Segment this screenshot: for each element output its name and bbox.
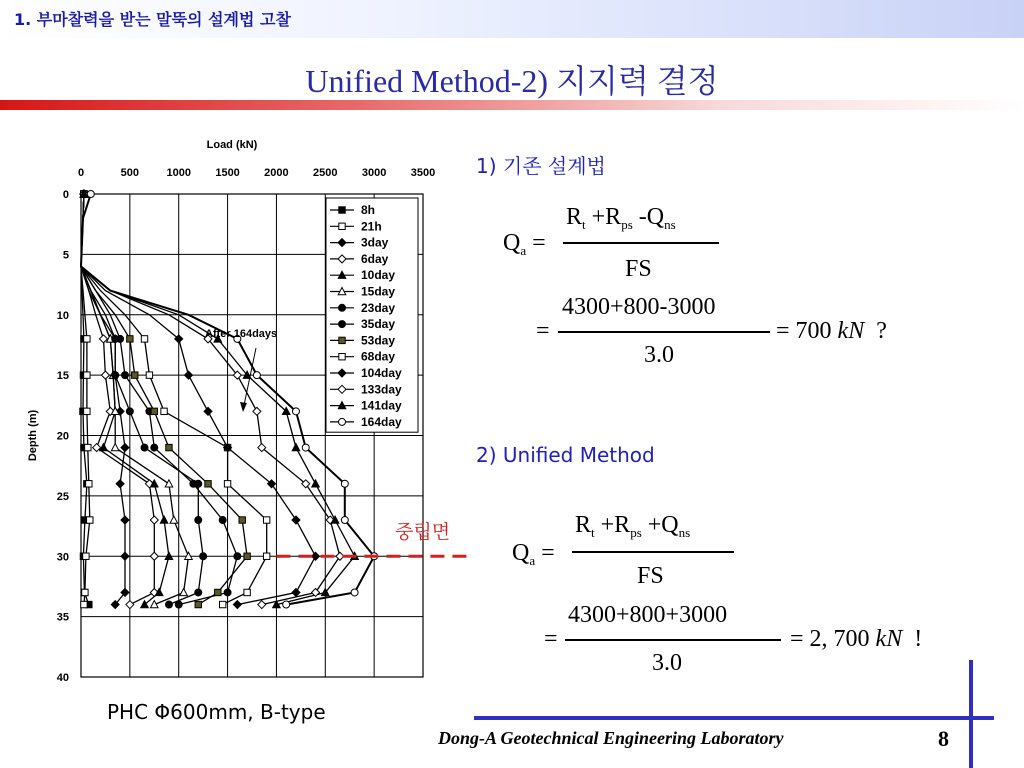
method2-formula-bar (572, 551, 734, 553)
marker-triangle (165, 480, 173, 487)
marker-square (127, 336, 133, 342)
marker-diamond (121, 444, 129, 452)
qa-subscript: a (529, 553, 536, 568)
marker-circle (351, 589, 358, 596)
method1-calc-bar (558, 331, 770, 333)
x-axis-label: Load (kN) (206, 139, 258, 151)
marker-square (339, 223, 345, 229)
marker-square (82, 589, 88, 595)
y-tick-label: 35 (56, 611, 69, 624)
marker-triangle (160, 516, 168, 523)
method1-result: = 700 kN ? (776, 318, 887, 344)
marker-diamond (204, 407, 212, 415)
marker-square (146, 372, 152, 378)
annotation-arrowhead (240, 402, 247, 412)
marker-square (339, 207, 345, 213)
marker-circle (341, 517, 348, 524)
method2-label: 2) Unified Method (476, 443, 655, 467)
marker-triangle (170, 516, 178, 523)
y-tick-label: 30 (56, 551, 69, 564)
slide-title: Unified Method-2) 지지력 결정 (305, 63, 719, 99)
marker-circle (195, 589, 202, 596)
marker-circle (234, 553, 241, 560)
result-mark: ? (876, 318, 887, 344)
marker-square (205, 481, 211, 487)
marker-triangle (292, 444, 300, 451)
marker-diamond (258, 601, 266, 609)
legend-label: 6day (361, 251, 389, 266)
marker-circle (341, 480, 348, 487)
y-tick-label: 15 (56, 370, 69, 383)
marker-circle (165, 601, 172, 608)
marker-diamond (101, 371, 109, 379)
marker-square (215, 589, 221, 595)
marker-square (81, 601, 87, 607)
marker-triangle (312, 480, 320, 487)
marker-circle (112, 372, 119, 379)
result-unit: kN (837, 318, 865, 344)
marker-square (151, 408, 157, 414)
num-sub: ps (630, 525, 642, 540)
marker-circle (302, 444, 309, 451)
marker-circle (283, 601, 290, 608)
marker-square (239, 517, 245, 523)
footer-vertical-rule (969, 660, 973, 768)
marker-square (132, 372, 138, 378)
legend-label: 35day (361, 317, 396, 332)
x-tick-label: 500 (120, 167, 140, 179)
marker-square (219, 601, 225, 607)
marker-square (263, 553, 269, 559)
marker-diamond (121, 552, 129, 560)
marker-diamond (253, 407, 261, 415)
legend-label: 21h (361, 219, 382, 234)
section-number: 1. (14, 10, 32, 29)
series-line-53day (81, 194, 247, 605)
num-part: R (575, 512, 592, 538)
marker-square (141, 336, 147, 342)
y-tick-label: 25 (56, 490, 69, 503)
y-axis-label: Depth (m) (27, 409, 39, 462)
legend-label: 10day (361, 268, 396, 283)
method2-result: = 2, 700 kN ! (790, 626, 923, 652)
result-unit: kN (875, 626, 903, 652)
method1-calc-denominator: 3.0 (644, 342, 674, 368)
method1-calc-numerator: 4300+800-3000 (562, 294, 716, 320)
legend-label: 68day (361, 349, 396, 364)
marker-diamond (233, 601, 241, 609)
marker-diamond (150, 516, 158, 524)
num-part: -Q (632, 204, 665, 230)
series-line-6day (81, 194, 154, 605)
marker-square (87, 517, 93, 523)
annotation-text: After 164days (205, 328, 278, 340)
series-line-23day (81, 194, 203, 605)
x-tick-label: 3000 (361, 167, 387, 179)
marker-diamond (184, 371, 192, 379)
y-tick-label: 5 (62, 249, 69, 262)
marker-square (339, 354, 345, 360)
method1-label: 1) 기존 설계법 (476, 154, 606, 178)
result-value: 700 (795, 318, 832, 344)
legend-label: 8h (361, 203, 376, 217)
marker-circle (195, 517, 202, 524)
marker-triangle (111, 444, 119, 451)
method2-calc-numerator: 4300+800+3000 (568, 602, 728, 628)
x-tick-label: 2500 (313, 167, 338, 179)
marker-diamond (116, 480, 124, 488)
marker-circle (126, 408, 133, 415)
result-mark: ! (914, 626, 923, 652)
method2-calc-bar (565, 639, 781, 641)
marker-circle (339, 418, 346, 425)
y-tick-label: 20 (56, 430, 69, 443)
load-depth-chart (0, 120, 470, 700)
marker-circle (151, 444, 158, 451)
legend-label: 15day (361, 284, 396, 299)
series-line-15day (81, 194, 189, 605)
result-value: 2, 700 (809, 626, 870, 652)
pile-caption: PHC Φ600mm, B-type (107, 700, 326, 724)
marker-circle (219, 517, 226, 524)
marker-diamond (126, 601, 134, 609)
marker-circle (253, 372, 260, 379)
footer-lab-name: Dong-A Geotechnical Engineering Laboratory (438, 728, 784, 748)
marker-square (84, 408, 90, 414)
marker-circle (190, 480, 197, 487)
y-tick-label: 40 (56, 672, 69, 684)
marker-diamond (292, 588, 300, 596)
marker-circle (87, 191, 94, 198)
legend-label: 141day (361, 398, 402, 413)
marker-circle (339, 321, 346, 328)
chart-legend (326, 198, 418, 432)
marker-triangle (180, 588, 188, 595)
marker-circle (121, 372, 128, 379)
marker-square (84, 336, 90, 342)
qa-symbol: Q (503, 230, 521, 256)
section-title (14, 7, 291, 30)
y-tick-label: 0 (62, 189, 69, 201)
marker-diamond (121, 516, 129, 524)
footer-rule (474, 716, 994, 720)
series-line-104day (81, 194, 316, 605)
marker-circle (141, 444, 148, 451)
num-part: R (566, 204, 583, 230)
num-sub: ns (664, 217, 676, 232)
x-tick-label: 2000 (264, 167, 289, 179)
marker-square (166, 444, 172, 450)
section-name: 부마찰력을 받는 말뚝의 설계법 고찰 (36, 10, 291, 29)
page-number: 8 (938, 726, 949, 751)
method2-qa: $Q_a$ = (512, 540, 555, 568)
legend-label: 53day (361, 333, 396, 348)
marker-square (244, 553, 250, 559)
qa-symbol: Q (512, 540, 530, 566)
series-line-133day (81, 194, 340, 605)
num-part: +Q (641, 512, 679, 538)
num-part: +R (585, 204, 622, 230)
method2-formula-denominator: FS (637, 563, 664, 589)
legend-label: 133day (361, 382, 402, 397)
marker-square (195, 601, 201, 607)
method1-formula-bar (563, 242, 719, 244)
marker-diamond (150, 552, 158, 560)
marker-square (84, 372, 90, 378)
method1-formula-numerator (566, 204, 676, 231)
marker-diamond (312, 552, 320, 560)
num-sub: ns (678, 525, 691, 540)
num-sub: ps (621, 217, 633, 232)
method2-calc-denominator: 3.0 (652, 650, 682, 676)
x-tick-label: 0 (77, 167, 85, 179)
annotation-arrow (243, 348, 256, 410)
legend-label: 23day (361, 300, 396, 315)
marker-square (85, 444, 91, 450)
series-line-141day (81, 194, 355, 605)
num-part: +R (594, 512, 631, 538)
method2-equals: = (544, 626, 558, 652)
x-tick-label: 1000 (166, 167, 191, 179)
title-underline (0, 100, 1024, 110)
method1-equals: = (536, 318, 550, 344)
marker-circle (224, 589, 231, 596)
marker-square (161, 408, 167, 414)
marker-circle (292, 408, 299, 415)
method2-formula-numerator (575, 512, 690, 539)
num-sub: t (582, 217, 586, 232)
marker-square (224, 481, 230, 487)
legend-label: 3day (361, 235, 389, 250)
neutral-plane-label: 중립면 (395, 521, 451, 543)
marker-circle (200, 553, 207, 560)
method1-qa: $Q_a$ = (503, 230, 546, 258)
y-tick-label: 10 (56, 309, 69, 322)
legend-label: 104day (361, 366, 402, 380)
marker-circle (175, 601, 182, 608)
marker-square (86, 481, 92, 487)
marker-square (339, 337, 345, 343)
marker-diamond (292, 516, 300, 524)
marker-circle (117, 335, 124, 342)
num-sub: t (591, 525, 595, 540)
marker-square (83, 553, 89, 559)
qa-subscript: a (520, 243, 527, 258)
marker-circle (339, 304, 346, 311)
x-tick-label: 1500 (215, 167, 240, 179)
marker-square (263, 517, 269, 523)
method1-formula-denominator: FS (625, 256, 652, 282)
legend-label: 164day (361, 414, 402, 429)
x-tick-label: 3500 (410, 167, 436, 179)
marker-square (244, 589, 250, 595)
